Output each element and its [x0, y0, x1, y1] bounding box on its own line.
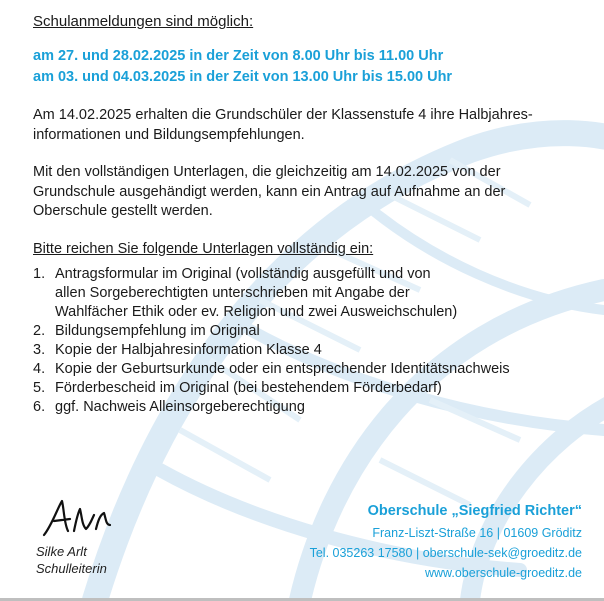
list-item-line: Antragsformular im Original (vollständig ausgefüllt und von: [55, 266, 431, 282]
email-link[interactable]: oberschule-sek@groeditz.de: [422, 546, 582, 560]
address-city: 01609 Gröditz: [503, 526, 582, 540]
list-item-number: 6.: [33, 399, 46, 415]
list-item-text: Kopie der Halbjahresinformation Klasse 4: [55, 342, 322, 358]
notice-content: [33, 12, 593, 417]
list-item: [33, 379, 593, 398]
list-item: [33, 265, 593, 322]
info-paragraph-2: [33, 163, 593, 222]
list-item-text: ggf. Nachweis Alleinsorgeberechtigung: [55, 399, 305, 415]
list-item: [33, 341, 593, 360]
list-item-text: [55, 265, 593, 322]
signature-block: [34, 495, 124, 577]
list-item-number: 2.: [33, 323, 46, 339]
list-item-line: Wahlfächer Ethik oder ev. Religion und zwei Ausweichschulen): [55, 304, 458, 320]
school-address: [310, 523, 582, 543]
list-item-number: 3.: [33, 342, 46, 358]
list-item-number: 4.: [33, 361, 46, 377]
list-item: [33, 360, 593, 379]
documents-list: [33, 265, 593, 417]
list-item: [33, 398, 593, 417]
separator: |: [496, 526, 500, 540]
info-paragraph-2-line: Mit den vollständigen Unterlagen, die gleichzeitig am 14.02.2025 von der: [33, 164, 501, 180]
info-paragraph-1-line: Am 14.02.2025 erhalten die Grundschüler der Klassenstufe 4 ihre Halbjahres-: [33, 107, 533, 123]
list-item: [33, 322, 593, 341]
info-paragraph-1-line: informationen und Bildungsempfehlungen.: [33, 126, 305, 143]
school-phone-email: [310, 543, 582, 563]
registration-heading: Schulanmeldungen sind möglich:: [33, 13, 254, 30]
school-name: Oberschule „Siegfried Richter“: [367, 503, 582, 519]
info-paragraph-2-line: Oberschule gestellt werden.: [33, 203, 213, 219]
school-contact: [310, 501, 582, 583]
list-item-text: Bildungsempfehlung im Original: [55, 323, 260, 339]
handwritten-signature: [34, 495, 124, 543]
list-item-number: 5.: [33, 380, 46, 396]
list-item-text: Kopie der Geburtsurkunde oder ein entsprechender Identitätsnachweis: [55, 361, 510, 377]
signatory-name: Silke Arlt: [36, 544, 87, 559]
registration-date-1: am 27. und 28.02.2025 in der Zeit von 8.00 Uhr bis 11.00 Uhr: [33, 48, 444, 64]
registration-dates: [33, 46, 593, 88]
registration-date-2: am 03. und 04.03.2025 in der Zeit von 13.00 Uhr bis 15.00 Uhr: [33, 69, 453, 85]
signatory-role: Schulleiterin: [36, 561, 107, 576]
list-item-number: 1.: [33, 266, 46, 282]
documents-heading: Bitte reichen Sie folgende Unterlagen vollständig ein:: [33, 240, 374, 257]
list-item-line: allen Sorgeberechtigten unterschrieben mit Angabe der: [55, 285, 410, 301]
phone-number: Tel. 035263 17580: [309, 546, 413, 560]
list-item-text: Förderbescheid im Original (bei bestehendem Förderbedarf): [55, 380, 442, 396]
info-paragraph-1: [33, 106, 593, 145]
address-street: Franz-Liszt-Straße 16: [372, 526, 494, 540]
separator: |: [415, 546, 420, 560]
info-paragraph-2-line: Grundschule ausgehändigt werden, kann ein Antrag auf Aufnahme an der: [33, 183, 506, 200]
website-link[interactable]: www.oberschule-groeditz.de: [424, 566, 582, 580]
